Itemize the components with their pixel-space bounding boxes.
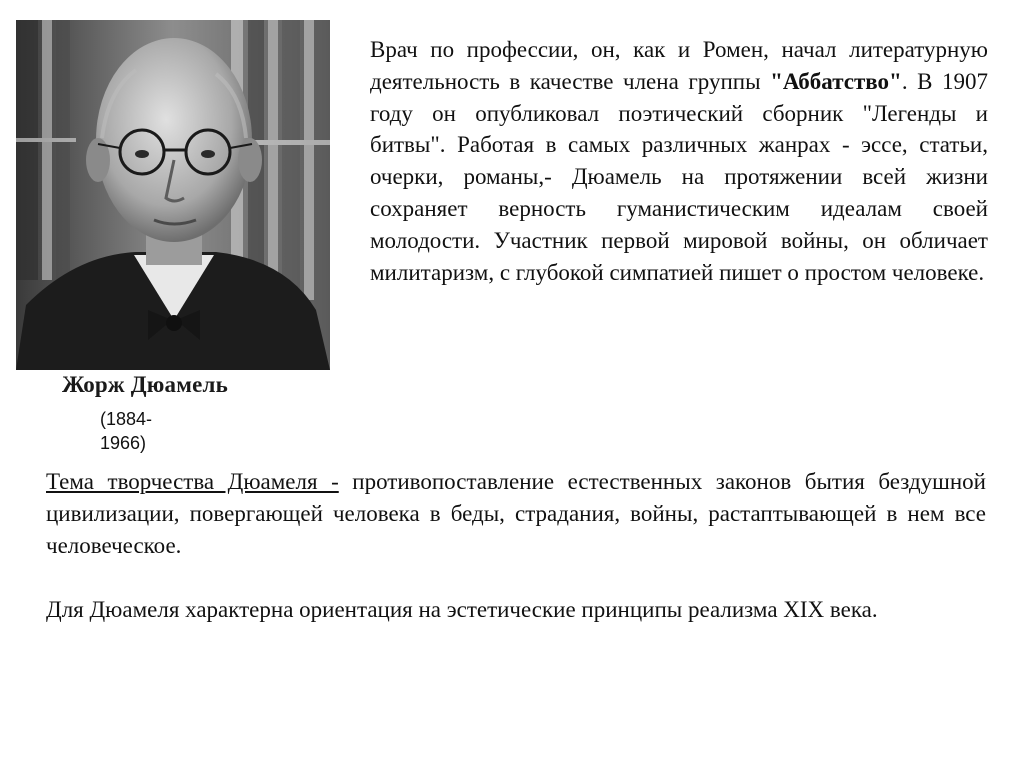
theme-paragraph [46,466,986,561]
biography-paragraph [370,34,988,288]
portrait-caption-name: Жорж Дюамель [62,372,228,397]
years-line-2: 1966) [100,433,147,453]
bio-text-2: . В 1907 году он опубликовал поэтический сборник "Легенды и битвы". Работая в самых различных жанрах - эссе, статьи, очерки, романы,- Дюамель на протяжении всей жизни сохраняет верность гуманистическим идеалам своей молодости. Участник первой мировой войны, он обличает милитаризм, с глубокой симпатией пишет о простом человеке. [370,68,988,285]
bio-text-1: Врач по профессии, он, как и Ромен, начал литературную деятельность в качестве члена группы [370,37,988,94]
author-portrait-photo [16,20,330,370]
theme-heading: Тема творчества Дюамеля - [46,469,339,494]
realism-paragraph: Для Дюамеля характерна ориентация на эстетические принципы реализма XIX века. [46,597,878,622]
years-line-1: (1884- [100,409,153,429]
portrait-caption-years [100,407,190,455]
bio-group-name: "Аббатство" [770,68,902,94]
theme-text: противопоставление естественных законов бытия бездушной цивилизации, повергающей человека в беды, страдания, войны, растаптывающей в нем все человеческое. [46,469,986,558]
